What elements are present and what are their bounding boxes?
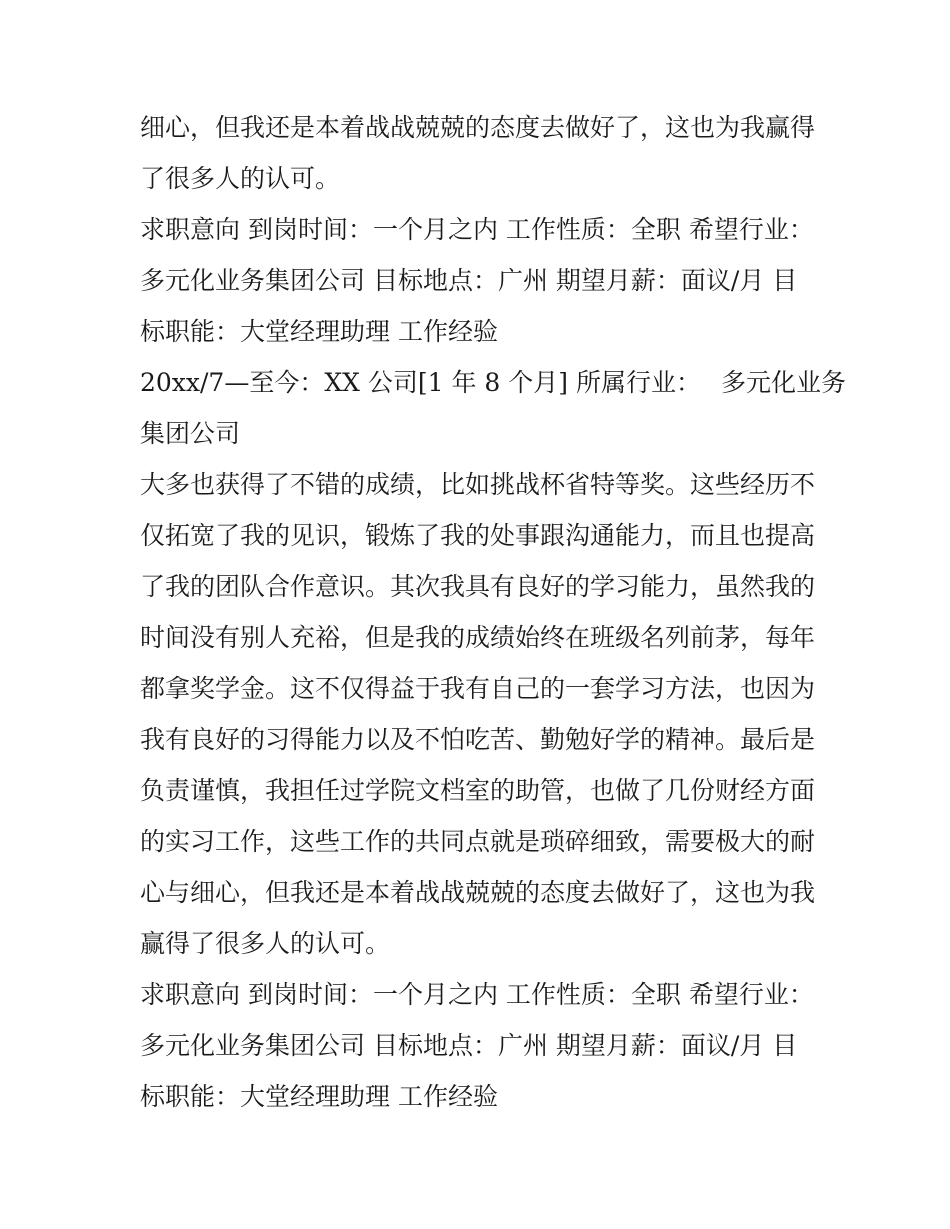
industry-value: 多元化业务 <box>721 368 847 397</box>
text-line: 时间没有别人充裕，但是我的成绩始终在班级名列前茅，每年 <box>140 623 816 652</box>
text-line: 赢得了很多人的认可。 <box>140 929 391 958</box>
text-line: 求职意向 到岗时间：一个月之内 工作性质：全职 希望行业： <box>140 980 814 1009</box>
text-line: 求职意向 到岗时间：一个月之内 工作性质：全职 希望行业： <box>140 215 814 244</box>
text-line: 都拿奖学金。这不仅得益于我有自己的一套学习方法，也因为 <box>140 674 816 703</box>
text-line: 多元化业务集团公司 目标地点：广州 期望月薪：面议/月 目 <box>140 266 798 295</box>
text-line: 标职能：大堂经理助理 工作经验 <box>140 317 498 346</box>
employment-period: 20xx/7—至今：XX 公司[1 年 8 个月] 所属行业： <box>140 368 701 397</box>
text-line: 大多也获得了不错的成绩，比如挑战杯省特等奖。这些经历不 <box>140 470 816 499</box>
text-line: 的实习工作，这些工作的共同点就是琐碎细致，需要极大的耐 <box>140 827 816 856</box>
text-line: 负责谨慎，我担任过学院文档室的助管，也做了几份财经方面 <box>140 776 816 805</box>
text-line: 了很多人的认可。 <box>140 164 341 193</box>
text-line: 了我的团队合作意识。其次我具有良好的学习能力，虽然我的 <box>140 572 816 601</box>
text-line: 集团公司 <box>140 419 241 448</box>
text-line: 我有良好的习得能力以及不怕吃苦、勤勉好学的精神。最后是 <box>140 725 816 754</box>
text-line: 细心，但我还是本着战战兢兢的态度去做好了，这也为我赢得 <box>140 113 816 142</box>
text-line <box>140 367 846 399</box>
text-line: 标职能：大堂经理助理 工作经验 <box>140 1082 498 1111</box>
text-line: 仅拓宽了我的见识，锻炼了我的处事跟沟通能力，而且也提高 <box>140 521 816 550</box>
text-line: 多元化业务集团公司 目标地点：广州 期望月薪：面议/月 目 <box>140 1031 798 1060</box>
text-line: 心与细心，但我还是本着战战兢兢的态度去做好了，这也为我 <box>140 878 816 907</box>
